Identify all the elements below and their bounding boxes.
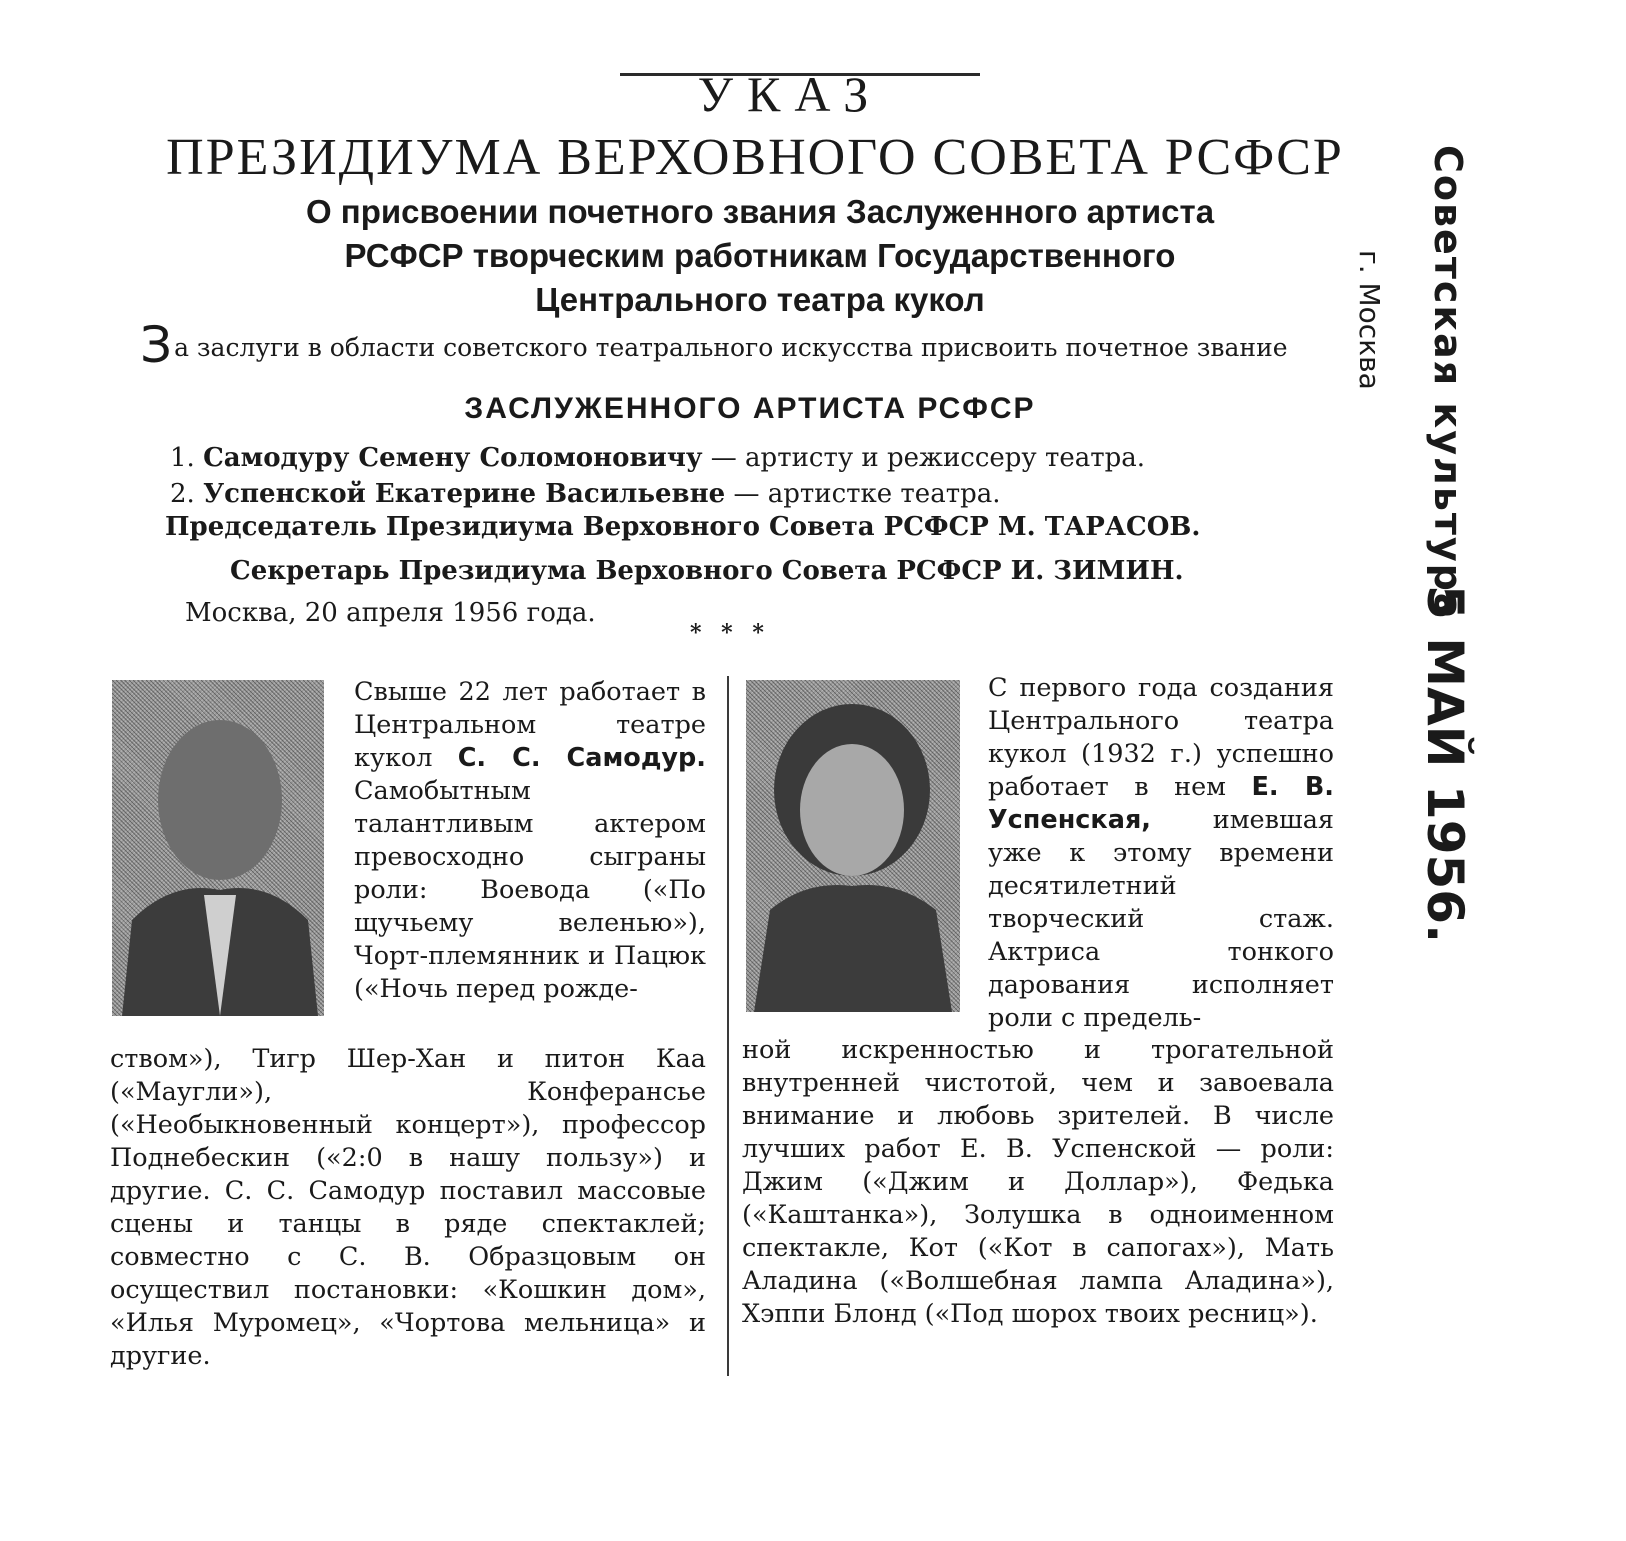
intro-text: а заслуги в области советского театрального искусства присвоить почетное звание	[174, 333, 1288, 362]
item-number: 2.	[170, 479, 195, 509]
subtitle-line: О присвоении почетного звания Заслуженного артиста	[305, 193, 1215, 230]
item-number: 1.	[170, 443, 195, 473]
article-text: Свыше 22 лет работает в Центральном театре кукол	[354, 677, 706, 773]
article-name: Е. В. Успенская,	[988, 772, 1334, 835]
dropcap: З	[140, 316, 173, 374]
subtitle-line: Центрального театра кукол	[535, 281, 985, 318]
portrait-silhouette-icon	[746, 680, 960, 1012]
decree-subtitle	[170, 190, 1350, 322]
secretary-signature: Секретарь Президиума Верховного Совета РСФСР И. ЗИМИН.	[230, 556, 1184, 586]
portrait-photo-samodur	[112, 680, 324, 1016]
portrait-silhouette-icon	[112, 680, 324, 1016]
list-item	[170, 440, 1370, 476]
awardee-list	[170, 440, 1370, 512]
decree-title: УКАЗ	[697, 66, 883, 122]
portrait-photo-uspenskaya	[746, 680, 960, 1012]
chairman-signature: Председатель Президиума Верховного Совета РСФСР М. ТАРАСОВ.	[165, 512, 1201, 542]
article-text: С первого года создания Центрального театра кукол (1932 г.) успешно работает в нем	[988, 673, 1334, 802]
article-text: Самобытным талантливым актером превосходно сыграны роли: Воевода («По щучьему веленью»), Чорт-племянник и Пацюк («Ночь перед рожде-	[354, 776, 706, 1004]
list-item	[170, 476, 1370, 512]
presidium-heading: ПРЕЗИДИУМА ВЕРХОВНОГО СОВЕТА РСФСР	[166, 129, 1344, 186]
article-samodur-part2: ством»), Тигр Шер-Хан и питон Каа («Маугли»), Конферансье («Необыкновенный концерт»), профессор Поднебескин («2:0 в нашу пользу») и другие. С. С. Самодур поставил массовые сцены и танцы в ряде спектаклей; совместно с С. В. Образцовым он осуществил постановки: «Кошкин дом», «Илья Муромец», «Чортова мельница» и другие.	[110, 1044, 706, 1371]
awardee-name: Успенской Екатерине Васильевне	[203, 479, 726, 509]
article-uspenskaya-part2: ной искренностью и трогательной внутренней чистотой, чем и завоевала внимание и любовь зрителей. В числе лучших работ Е. В. Успенской — роли: Джим («Джим и Доллар»), Федька («Каштанка»), Золушка в одноименном спектакле, Кот («Кот в сапогах»), Мать Аладина («Волшебная лампа Аладина»), Хэппи Блонд («Под шорох твоих ресниц»).	[742, 1035, 1334, 1329]
awardee-role: — артисту и режиссеру театра.	[702, 443, 1146, 473]
place-date: Москва, 20 апреля 1956 года.	[185, 598, 596, 628]
date-stamp: 5 МАЙ 1956.	[1416, 585, 1474, 944]
award-title: ЗАСЛУЖЕННОГО АРТИСТА РСФСР	[464, 392, 1036, 425]
article-name: С. С. Самодур.	[457, 743, 706, 773]
city-stamp: г. Москва	[1353, 250, 1386, 390]
article-samodur-part1	[354, 676, 706, 1006]
article-uspenskaya-part1	[988, 672, 1334, 1035]
awardee-name: Самодуру Семену Соломоновичу	[203, 443, 703, 473]
awardee-role: — артистке театра.	[725, 479, 1001, 509]
decree-intro	[140, 316, 1370, 374]
article-text: имевшая уже к этому времени десятилетний творческий стаж. Актриса тонкого дарования исполняет роли с предель-	[988, 805, 1334, 1033]
gazette-stamp: Советская культура	[1426, 145, 1470, 621]
section-separator: * * *	[690, 620, 770, 646]
subtitle-line: РСФСР творческим работникам Государственного	[344, 237, 1176, 274]
column-divider	[727, 676, 729, 1376]
